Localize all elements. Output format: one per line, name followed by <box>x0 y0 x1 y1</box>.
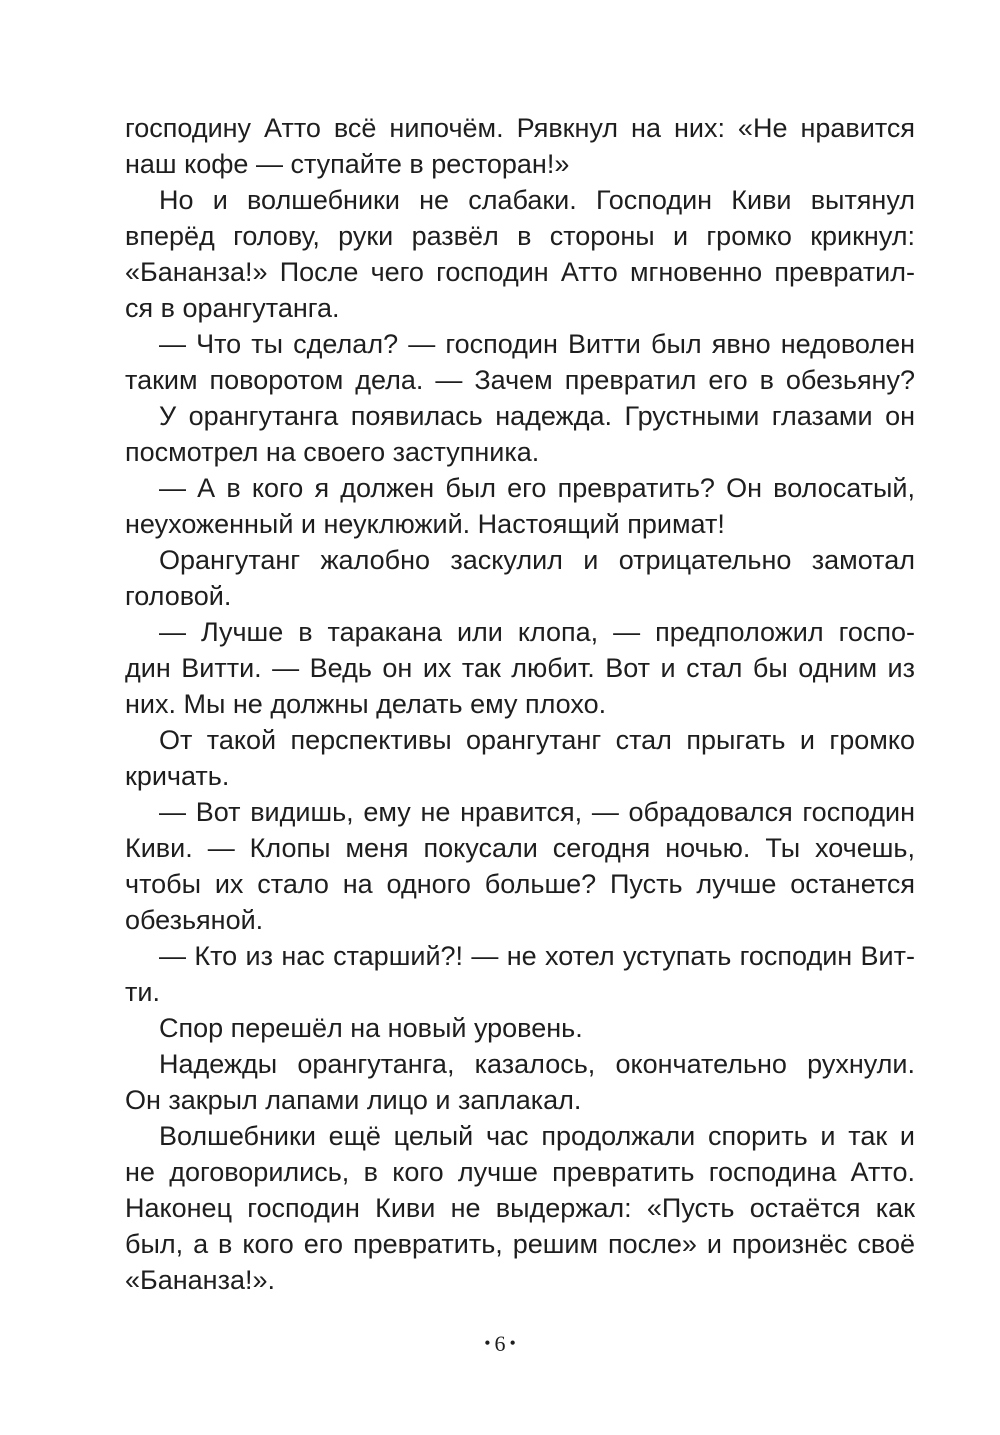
text-line: господину Атто всё нипочём. Рявкнул на них: «Не нравится <box>125 113 915 143</box>
text-line: обезьяной. <box>125 905 264 935</box>
text-line: таким поворотом дела. — Зачем превратил его в обезьяну? <box>125 365 915 395</box>
text-line: был, а в кого его превратить, решим после» и произнёс своё <box>125 1229 915 1259</box>
text-line: Волшебники ещё целый час продолжали спорить и так и <box>159 1121 915 1151</box>
text-line: ся в орангутанга. <box>125 293 340 323</box>
text-line: Надежды орангутанга, казалось, окончательно рухнули. <box>159 1049 915 1079</box>
text-line: У орангутанга появилась надежда. Грустными глазами он <box>159 401 915 431</box>
text-line: Киви. — Клопы меня покусали сегодня ночью. Ты хочешь, <box>125 833 915 863</box>
text-line: посмотрел на своего заступника. <box>125 437 540 467</box>
text-line: — Лучше в таракана или клопа, — предположил госпо- <box>159 617 915 647</box>
text-line: не договорились, в кого лучше превратить господина Атто. <box>125 1157 915 1187</box>
text-line: них. Мы не должны делать ему плохо. <box>125 689 607 719</box>
text-line: «Бананза!» После чего господин Атто мгновенно превратил- <box>125 257 915 287</box>
bullet-dot-icon: • <box>484 1333 491 1353</box>
page-text <box>125 110 915 1298</box>
text-line: — А в кого я должен был его превратить? Он волосатый, <box>159 473 915 503</box>
text-line: чтобы их стало на одного больше? Пусть лучше останется <box>125 869 915 899</box>
text-line: головой. <box>125 581 232 611</box>
text-line: Наконец господин Киви не выдержал: «Пусть остаётся как <box>125 1193 915 1223</box>
text-line: — Что ты сделал? — господин Витти был явно недоволен <box>159 329 915 359</box>
text-line: наш кофе — ступайте в ресторан!» <box>125 149 570 179</box>
page-number-value: 6 <box>494 1331 506 1356</box>
page-number <box>0 1328 1000 1359</box>
text-line: дин Витти. — Ведь он их так любит. Вот и стал бы одним из <box>125 653 915 683</box>
text-line: — Кто из нас старший?! — не хотел уступать господин Вит- <box>159 941 915 971</box>
text-line: Он закрыл лапами лицо и заплакал. <box>125 1085 582 1115</box>
text-line: «Бананза!». <box>125 1265 276 1295</box>
text-line: вперёд голову, руки развёл в стороны и громко крикнул: <box>125 221 915 251</box>
text-line: — Вот видишь, ему не нравится, — обрадовался господин <box>159 797 915 827</box>
text-line: кричать. <box>125 761 230 791</box>
text-line: Спор перешёл на новый уровень. <box>159 1013 583 1043</box>
text-line: неухоженный и неуклюжий. Настоящий примат! <box>125 509 725 539</box>
text-line: От такой перспективы орангутанг стал прыгать и громко <box>159 725 915 755</box>
text-line: Но и волшебники не слабаки. Господин Киви вытянул <box>159 185 915 215</box>
text-line: ти. <box>125 977 160 1007</box>
bullet-dot-icon: • <box>509 1333 516 1353</box>
text-line: Орангутанг жалобно заскулил и отрицательно замотал <box>159 545 915 575</box>
